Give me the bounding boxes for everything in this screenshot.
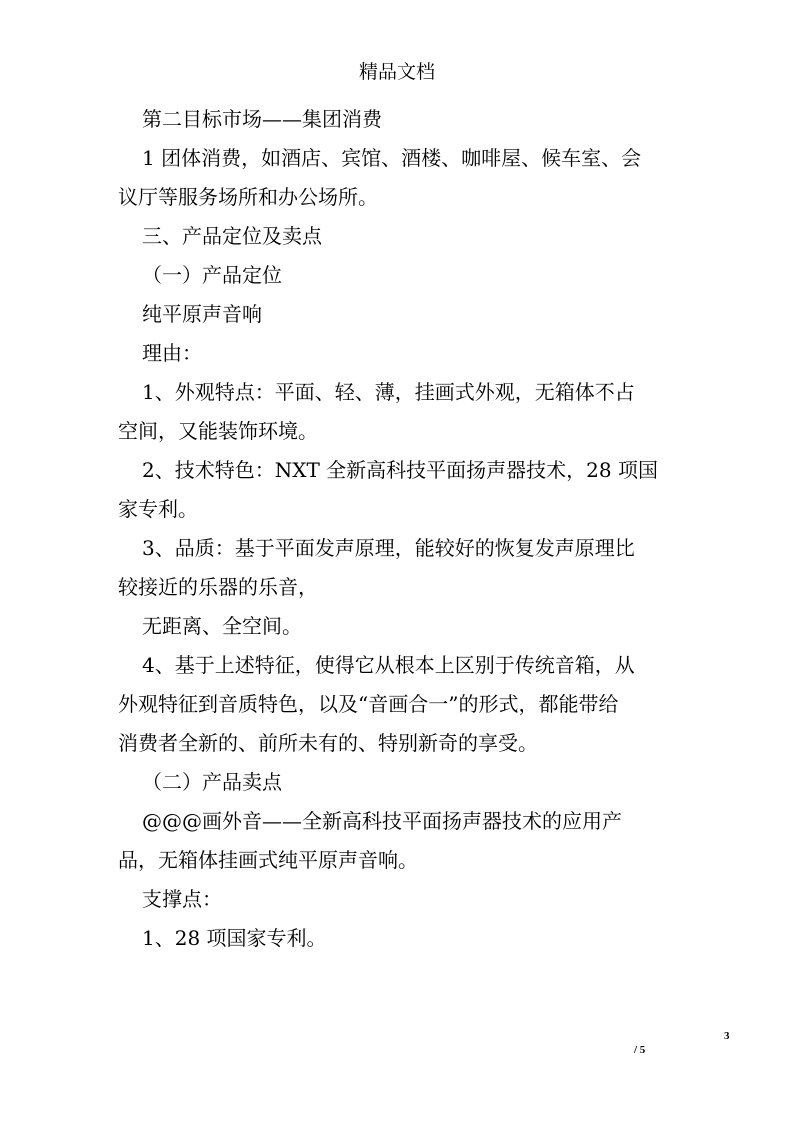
document-body bbox=[118, 100, 678, 958]
text-line: 无距离、全空间。 bbox=[142, 614, 302, 638]
text-line: 议厅等服务场所和办公场所。 bbox=[118, 185, 378, 209]
text-line: 理由： bbox=[142, 341, 202, 365]
text-line: 1、28 项国家专利。 bbox=[142, 926, 327, 950]
text-line: 家专利。 bbox=[118, 497, 198, 521]
text-line: 品，无箱体挂画式纯平原声音响。 bbox=[118, 848, 418, 872]
text-line: 4、基于上述特征，使得它从根本上区别于传统音箱，从 bbox=[142, 653, 635, 677]
text-line: 2、技术特色：NXT 全新高科技平面扬声器技术，28 项国 bbox=[142, 458, 658, 482]
text-line: （一）产品定位 bbox=[142, 263, 282, 287]
total-pages: / 5 bbox=[634, 1044, 646, 1056]
text-line: 第二目标市场——集团消费 bbox=[142, 107, 382, 131]
text-line: 支撑点： bbox=[142, 887, 222, 911]
text-line: 1 团体消费，如酒店、宾馆、酒楼、咖啡屋、候车室、会 bbox=[142, 146, 642, 170]
text-line: （二）产品卖点 bbox=[142, 770, 282, 794]
text-line: 外观特征到音质特色，以及“音画合一”的形式，都能带给 bbox=[118, 692, 619, 716]
text-line: 消费者全新的、前所未有的、特别新奇的享受。 bbox=[118, 731, 538, 755]
text-line: 空间，又能装饰环境。 bbox=[118, 419, 318, 443]
text-line: 纯平原声音响 bbox=[142, 302, 262, 326]
text-line: 3、品质：基于平面发声原理，能较好的恢复发声原理比 bbox=[142, 536, 635, 560]
text-line: 1、外观特点：平面、轻、薄，挂画式外观，无箱体不占 bbox=[142, 380, 635, 404]
page-number: 3 bbox=[724, 1030, 730, 1042]
text-line: 三、产品定位及卖点 bbox=[142, 224, 322, 248]
text-line: @@@画外音——全新高科技平面扬声器技术的应用产 bbox=[142, 809, 622, 833]
text-line: 较接近的乐器的乐音， bbox=[118, 575, 318, 599]
page-header-title: 精品文档 bbox=[358, 61, 435, 83]
